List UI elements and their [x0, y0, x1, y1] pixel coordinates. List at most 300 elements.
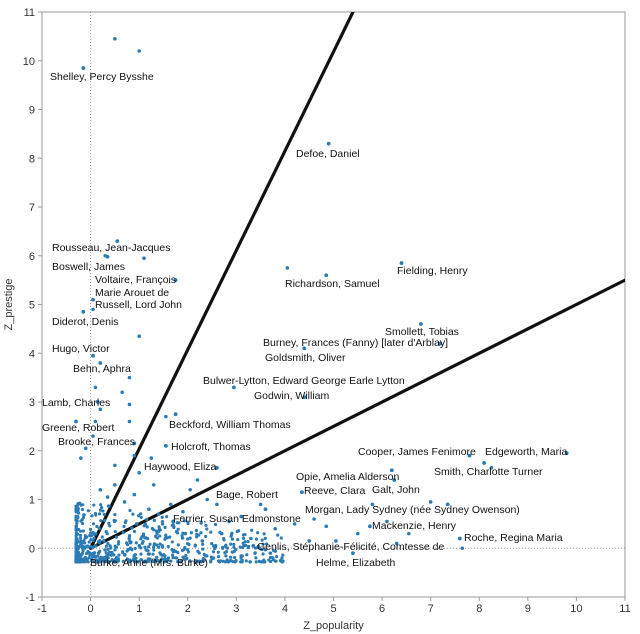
cluster-point — [122, 525, 125, 528]
x-tick-label: 7 — [427, 603, 434, 615]
x-axis-ticks — [37, 597, 631, 615]
cluster-point — [74, 550, 77, 553]
cluster-point — [171, 540, 174, 543]
x-tick-label: 3 — [233, 603, 240, 615]
data-point — [184, 532, 188, 536]
data-point — [128, 420, 132, 424]
cluster-point — [139, 512, 142, 515]
cluster-point — [82, 529, 85, 532]
data-point — [356, 532, 360, 536]
cluster-point — [83, 541, 86, 544]
point-label: Beckford, William Thomas — [169, 419, 291, 431]
cluster-point — [79, 537, 82, 540]
point-label: Fielding, Henry — [397, 265, 468, 277]
cluster-point — [98, 527, 101, 530]
data-point — [157, 512, 161, 516]
cluster-point — [242, 537, 245, 540]
cluster-point — [190, 531, 193, 534]
point-label: Burney, Frances (Fanny) [later d'Arblay] — [263, 337, 449, 349]
cluster-point — [128, 509, 131, 512]
cluster-point — [95, 525, 98, 528]
cluster-point — [98, 541, 101, 544]
cluster-point — [114, 530, 117, 533]
cluster-point — [151, 553, 154, 556]
point-label: Roche, Regina Maria — [464, 532, 563, 544]
cluster-point — [83, 560, 86, 563]
cluster-point — [276, 534, 279, 537]
cluster-point — [212, 544, 215, 547]
cluster-point — [74, 505, 77, 508]
cluster-point — [85, 535, 88, 538]
cluster-point — [143, 546, 146, 549]
cluster-point — [99, 519, 102, 522]
data-point — [135, 522, 139, 526]
cluster-point — [258, 560, 261, 563]
point-label: Diderot, Denis — [52, 316, 119, 328]
cluster-point — [280, 536, 283, 539]
cluster-point — [157, 525, 160, 528]
labeled-point — [81, 310, 85, 314]
data-point — [137, 471, 141, 475]
y-tick-label: 11 — [23, 7, 35, 19]
data-point — [215, 503, 219, 507]
labeled-point — [324, 273, 328, 277]
x-tick-label: 6 — [379, 603, 386, 615]
y-axis-title: Z_prestige — [3, 278, 15, 331]
labeled-point — [251, 544, 255, 548]
cluster-point — [236, 538, 239, 541]
cluster-point — [81, 549, 84, 552]
cluster-point — [161, 516, 164, 519]
cluster-point — [148, 543, 151, 546]
x-tick-label: 1 — [136, 603, 143, 615]
cluster-point — [122, 531, 125, 534]
x-tick-label: 0 — [87, 603, 94, 615]
point-label: Lamb, Charles — [42, 397, 111, 409]
cluster-point — [229, 535, 232, 538]
x-tick-label: 5 — [330, 603, 337, 615]
cluster-point — [92, 531, 95, 534]
cluster-point — [275, 555, 278, 558]
cluster-point — [134, 547, 137, 550]
cluster-point — [281, 554, 284, 557]
y-tick-label: 1 — [28, 494, 35, 507]
dense-point-cluster — [74, 502, 284, 564]
cluster-point — [80, 554, 83, 557]
cluster-point — [264, 537, 267, 540]
cluster-point — [74, 560, 77, 563]
cluster-point — [195, 535, 198, 538]
cluster-point — [201, 543, 204, 546]
data-point — [137, 334, 141, 338]
cluster-point — [218, 560, 221, 563]
cluster-point — [234, 548, 237, 551]
point-label: Voltaire, François Marie Arouet de — [95, 274, 177, 299]
cluster-point — [176, 531, 179, 534]
cluster-point — [83, 513, 86, 516]
cluster-point — [97, 551, 100, 554]
x-tick-label: 9 — [524, 603, 531, 615]
cluster-point — [135, 541, 138, 544]
cluster-point — [228, 560, 231, 563]
labeled-point — [458, 537, 462, 541]
cluster-point — [205, 527, 208, 530]
point-label: Genlis, Stéphanie-Félicité, Comtesse de — [257, 541, 445, 553]
cluster-point — [99, 503, 102, 506]
cluster-point — [88, 545, 91, 548]
point-label: Russell, Lord John — [95, 299, 182, 311]
cluster-point — [113, 513, 116, 516]
point-label: Ferrier, Susan Edmonstone — [173, 513, 301, 525]
data-point — [123, 500, 127, 504]
y-tick-label: 8 — [28, 153, 35, 166]
cluster-point — [186, 537, 189, 540]
cluster-point — [155, 543, 158, 546]
x-tick-label: 4 — [281, 603, 288, 615]
data-point — [133, 454, 137, 458]
cluster-point — [231, 550, 234, 553]
cluster-point — [187, 543, 190, 546]
cluster-point — [174, 550, 177, 553]
data-point — [312, 517, 316, 521]
point-label: Galt, John — [372, 484, 420, 496]
data-point — [147, 507, 151, 511]
point-label: Mackenzie, Henry — [372, 520, 457, 532]
cluster-point — [143, 524, 146, 527]
cluster-point — [143, 536, 146, 539]
cluster-point — [245, 559, 248, 562]
x-axis-title: Z_popularity — [303, 620, 364, 632]
cluster-point — [125, 549, 128, 552]
cluster-point — [92, 503, 95, 506]
cluster-point — [145, 518, 148, 521]
y-tick-label: 5 — [28, 299, 35, 312]
y-tick-label: 10 — [22, 55, 35, 68]
point-label: Brooke, Frances — [58, 436, 136, 448]
data-point — [249, 537, 253, 541]
point-label: Shelley, Percy Bysshe — [50, 71, 154, 83]
data-point — [79, 456, 83, 460]
cluster-point — [79, 503, 82, 506]
cluster-point — [217, 555, 220, 558]
cluster-point — [79, 534, 82, 537]
data-point — [169, 503, 173, 507]
data-point — [259, 503, 263, 507]
cluster-point — [212, 556, 215, 559]
cluster-point — [195, 529, 198, 532]
y-tick-label: 0 — [28, 543, 35, 556]
cluster-point — [232, 543, 235, 546]
cluster-point — [209, 531, 212, 534]
data-point — [113, 483, 117, 487]
data-point — [94, 386, 98, 390]
cluster-point — [161, 520, 164, 523]
point-label: Behn, Aphra — [73, 363, 131, 375]
cluster-point — [94, 512, 97, 515]
cluster-point — [74, 547, 77, 550]
cluster-point — [217, 551, 220, 554]
cluster-point — [231, 560, 234, 563]
data-point — [460, 546, 464, 550]
cluster-point — [199, 531, 202, 534]
cluster-point — [153, 519, 156, 522]
cluster-point — [101, 535, 104, 538]
point-label: Holcroft, Thomas — [171, 441, 251, 453]
cluster-point — [239, 545, 242, 548]
data-point — [220, 532, 224, 536]
cluster-point — [106, 548, 109, 551]
data-point — [142, 256, 146, 260]
data-point — [152, 483, 156, 487]
cluster-point — [108, 551, 111, 554]
y-tick-label: 7 — [28, 202, 35, 214]
cluster-point — [255, 560, 258, 563]
point-label: Richardson, Samuel — [285, 278, 380, 290]
cluster-point — [147, 553, 150, 556]
x-tick-label: 10 — [570, 603, 583, 615]
cluster-point — [229, 556, 232, 559]
cluster-point — [224, 544, 227, 547]
cluster-point — [146, 525, 149, 528]
cluster-point — [88, 534, 91, 537]
data-point — [196, 478, 200, 482]
cluster-point — [226, 547, 229, 550]
labeled-point — [81, 66, 85, 70]
cluster-point — [75, 522, 78, 525]
point-label: Edgeworth, Maria — [485, 446, 568, 458]
point-label: Bulwer-Lytton, Edward George Earle Lytton — [203, 375, 405, 387]
cluster-point — [103, 548, 106, 551]
y-tick-label: 2 — [28, 445, 35, 458]
cluster-point — [229, 543, 232, 546]
x-tick-label: -1 — [37, 603, 47, 615]
point-label: Smith, Charlotte Turner — [434, 466, 543, 478]
cluster-point — [146, 549, 149, 552]
cluster-point — [244, 544, 247, 547]
point-label: Greene, Robert — [42, 422, 115, 434]
cluster-point — [81, 508, 84, 511]
data-point — [150, 456, 154, 460]
point-label: Goldsmith, Oliver — [265, 352, 346, 364]
cluster-point — [279, 559, 282, 562]
data-point — [164, 415, 168, 419]
cluster-point — [98, 512, 101, 515]
cluster-point — [76, 509, 79, 512]
cluster-point — [146, 537, 149, 540]
cluster-point — [177, 528, 180, 531]
cluster-point — [250, 529, 253, 532]
cluster-point — [105, 551, 108, 554]
data-point — [106, 495, 110, 499]
cluster-point — [81, 546, 84, 549]
cluster-point — [221, 560, 224, 563]
data-point — [113, 37, 117, 41]
cluster-point — [126, 543, 129, 546]
point-labels — [42, 71, 567, 569]
cluster-point — [256, 531, 259, 534]
cluster-point — [187, 550, 190, 553]
data-point — [137, 49, 141, 53]
cluster-point — [140, 516, 143, 519]
cluster-point — [241, 559, 244, 562]
cluster-point — [154, 535, 157, 538]
cluster-point — [177, 543, 180, 546]
cluster-point — [237, 529, 240, 532]
point-label: Opie, Amelia Alderson — [296, 471, 400, 483]
cluster-point — [105, 545, 108, 548]
cluster-point — [91, 546, 94, 549]
cluster-point — [194, 544, 197, 547]
data-point — [128, 403, 132, 407]
cluster-point — [196, 550, 199, 553]
y-tick-label: 9 — [28, 104, 35, 117]
cluster-point — [109, 546, 112, 549]
cluster-point — [78, 558, 81, 561]
cluster-point — [221, 546, 224, 549]
cluster-point — [115, 546, 118, 549]
point-label: Helme, Elizabeth — [316, 557, 396, 569]
labeled-point — [264, 507, 268, 511]
cluster-point — [75, 532, 78, 535]
cluster-point — [77, 540, 80, 543]
cluster-point — [115, 536, 118, 539]
y-axis-ticks — [23, 7, 42, 604]
cluster-point — [92, 522, 95, 525]
cluster-point — [121, 550, 124, 553]
cluster-point — [138, 544, 141, 547]
labeled-point — [164, 444, 168, 448]
point-label: Hugo, Victor — [52, 343, 110, 355]
cluster-point — [103, 519, 106, 522]
labeled-point — [482, 461, 486, 465]
y-tick-label: 4 — [28, 348, 35, 361]
cluster-point — [90, 514, 93, 517]
data-point — [99, 488, 103, 492]
cluster-point — [254, 556, 257, 559]
cluster-point — [204, 535, 207, 538]
cluster-point — [123, 553, 126, 556]
labeled-point — [174, 412, 178, 416]
cluster-point — [168, 536, 171, 539]
cluster-point — [140, 535, 143, 538]
data-point — [407, 532, 411, 536]
y-tick-label: 6 — [28, 250, 35, 263]
x-tick-label: 2 — [184, 603, 191, 615]
data-point — [324, 525, 328, 529]
point-label: Reeve, Clara — [304, 485, 366, 497]
cluster-point — [165, 515, 168, 518]
point-label: Haywood, Eliza — [144, 461, 217, 473]
cluster-point — [158, 534, 161, 537]
labeled-point — [327, 142, 331, 146]
cluster-point — [275, 559, 278, 562]
cluster-point — [106, 532, 109, 535]
data-point — [133, 493, 137, 497]
cluster-point — [263, 532, 266, 535]
y-tick-label: -1 — [25, 592, 35, 604]
cluster-point — [164, 534, 167, 537]
cluster-point — [230, 532, 233, 535]
point-label: Rousseau, Jean-Jacques — [52, 242, 171, 254]
cluster-point — [87, 509, 90, 512]
y-tick-label: 3 — [28, 397, 35, 409]
data-point — [157, 529, 161, 533]
data-point — [188, 488, 192, 492]
cluster-point — [128, 536, 131, 539]
cluster-point — [112, 553, 115, 556]
cluster-point — [102, 540, 105, 543]
cluster-point — [129, 547, 132, 550]
cluster-point — [269, 556, 272, 559]
cluster-point — [163, 526, 166, 529]
point-label: Boswell, James — [52, 261, 125, 273]
cluster-point — [94, 544, 97, 547]
cluster-point — [103, 513, 106, 516]
cluster-point — [248, 560, 251, 563]
cluster-point — [201, 547, 204, 550]
cluster-point — [233, 556, 236, 559]
cluster-point — [183, 548, 186, 551]
cluster-point — [92, 553, 95, 556]
cluster-point — [247, 540, 250, 543]
cluster-point — [133, 530, 136, 533]
cluster-point — [235, 559, 238, 562]
point-label: Godwin, William — [254, 390, 330, 402]
cluster-point — [89, 528, 92, 531]
cluster-point — [231, 538, 234, 541]
cluster-point — [107, 504, 110, 507]
cluster-point — [129, 541, 132, 544]
point-label: Morgan, Lady Sydney (née Sydney Owenson) — [305, 504, 520, 516]
cluster-point — [247, 545, 250, 548]
cluster-point — [117, 543, 120, 546]
cluster-point — [209, 559, 212, 562]
cluster-point — [241, 554, 244, 557]
point-label: Burke, Anne (Mrs. Burke) — [90, 557, 208, 569]
point-label: Smollett, Tobias — [385, 326, 459, 338]
cluster-point — [139, 553, 142, 556]
cluster-point — [77, 528, 80, 531]
cluster-point — [224, 554, 227, 557]
cluster-point — [131, 513, 134, 516]
data-point — [205, 498, 209, 502]
cluster-point — [141, 540, 144, 543]
cluster-point — [89, 538, 92, 541]
point-label: Bage, Robert — [216, 489, 278, 501]
cluster-point — [86, 550, 89, 553]
cluster-point — [124, 521, 127, 524]
labeled-point — [106, 255, 110, 259]
cluster-point — [153, 544, 156, 547]
cluster-point — [79, 519, 82, 522]
cluster-point — [76, 554, 79, 557]
data-point — [120, 390, 124, 394]
cluster-point — [245, 553, 248, 556]
cluster-point — [243, 533, 246, 536]
cluster-point — [107, 522, 110, 525]
cluster-point — [269, 560, 272, 563]
cluster-point — [113, 520, 116, 523]
data-point — [273, 527, 277, 531]
cluster-point — [76, 502, 79, 505]
cluster-point — [130, 526, 133, 529]
cluster-point — [223, 551, 226, 554]
cluster-point — [222, 537, 225, 540]
cluster-point — [164, 536, 167, 539]
data-point — [128, 376, 132, 380]
cluster-point — [93, 537, 96, 540]
point-label: Cooper, James Fenimore — [358, 446, 476, 458]
